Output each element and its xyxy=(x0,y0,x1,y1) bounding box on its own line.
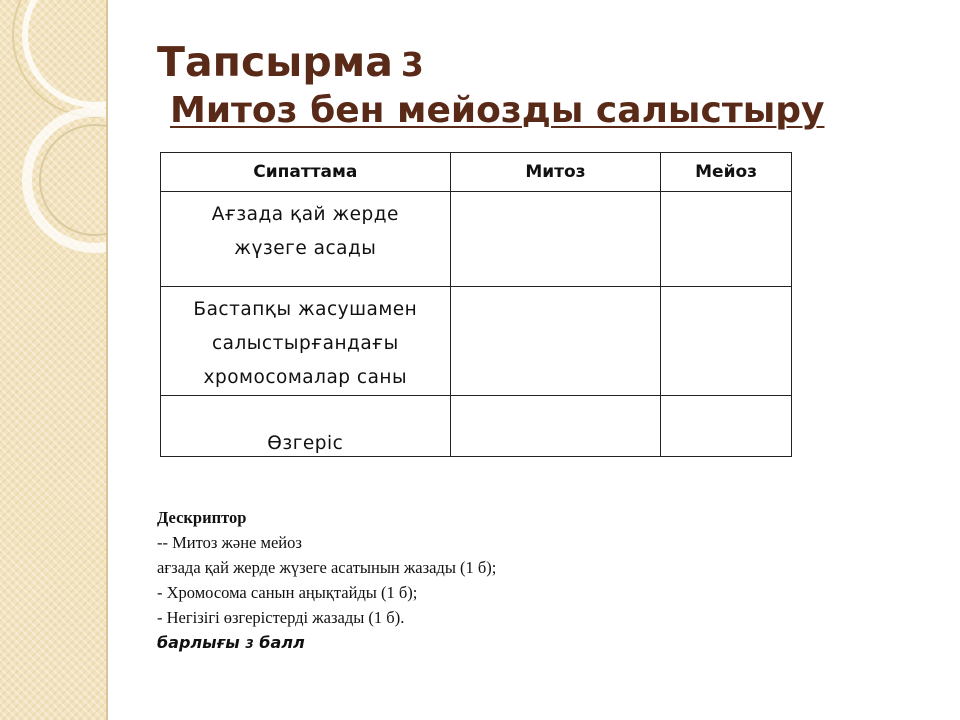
header-description: Сипаттама xyxy=(161,153,451,192)
row-description: Бастапқы жасушамен салыстырғандағы хромосомалар саны xyxy=(161,287,451,396)
page-subtitle xyxy=(110,90,825,131)
mitosis-cell xyxy=(450,396,661,457)
subtitle-text: Митоз бен мейозды салыстыру xyxy=(170,90,825,131)
header-meiosis: Мейоз xyxy=(661,153,792,192)
decorative-side-band xyxy=(0,0,108,720)
meiosis-cell xyxy=(661,396,792,457)
table-row xyxy=(161,192,792,287)
meiosis-cell xyxy=(661,192,792,287)
row-description: Өзгеріс xyxy=(161,396,451,457)
mitosis-cell xyxy=(450,287,661,396)
descriptor-line: -- Митоз және мейоз xyxy=(157,533,302,552)
table-header-row xyxy=(161,153,792,192)
mitosis-cell xyxy=(450,192,661,287)
table-row xyxy=(161,396,792,457)
descriptor-line: ағзада қай жерде жүзеге асатынын жазады (1 б); xyxy=(157,558,497,577)
page-title xyxy=(157,38,424,86)
descriptor-line: - Негізігі өзгерістерді жазады (1 б). xyxy=(157,608,405,627)
title-number: 3 xyxy=(400,45,424,84)
comparison-table xyxy=(160,152,792,457)
descriptor-line: - Хромосома санын аңықтайды (1 б); xyxy=(157,583,418,602)
header-mitosis: Митоз xyxy=(450,153,661,192)
meiosis-cell xyxy=(661,287,792,396)
descriptor-block xyxy=(157,505,496,657)
descriptor-heading: Дескриптор xyxy=(157,508,247,527)
circles-ornament-icon xyxy=(0,0,106,720)
table-row xyxy=(161,287,792,396)
row-description: Ағзада қай жерде жүзеге асады xyxy=(161,192,451,287)
descriptor-total: барлығы 3 балл xyxy=(157,633,305,652)
title-text: Тапсырма xyxy=(157,38,393,86)
